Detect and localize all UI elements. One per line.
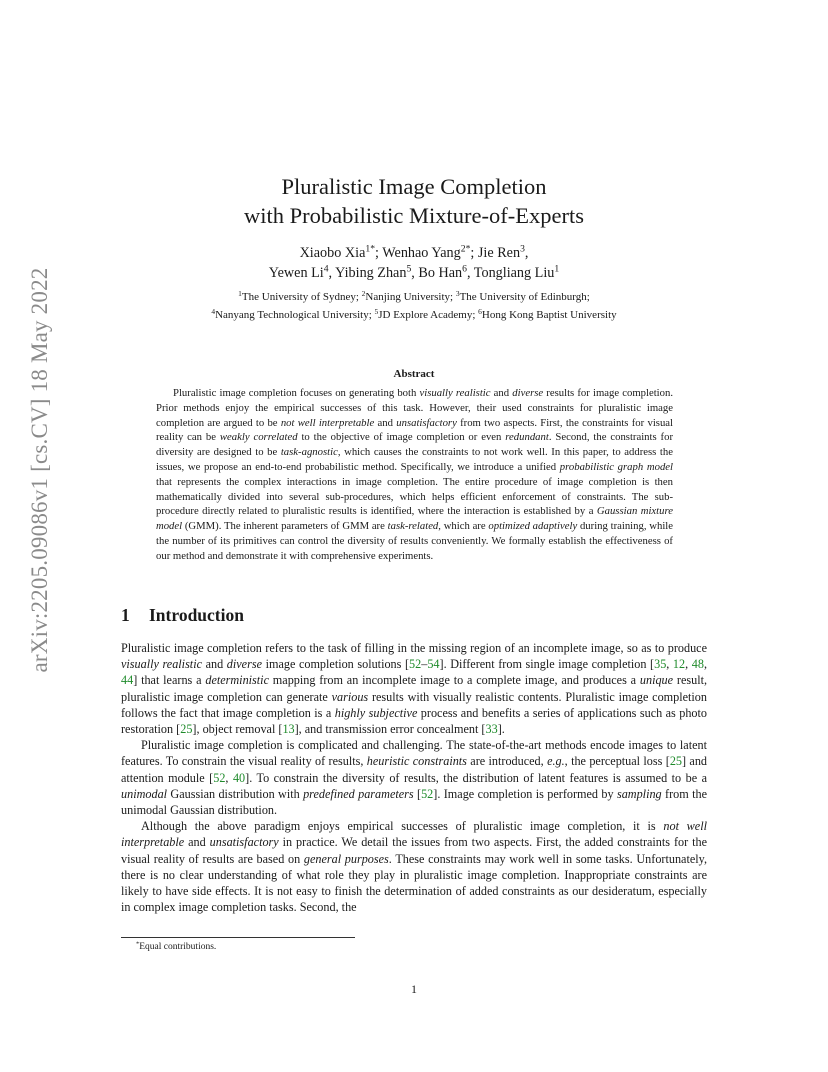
author: Jie Ren$^3$,	[477, 243, 529, 261]
emphasis: diverse	[226, 657, 262, 672]
text-run: results for image completion. Prior methods enjoy the empirical successes of this task. However, their used constraints for pluralistic image completion are argued to be	[156, 387, 673, 429]
emphasis: diverse	[512, 387, 544, 399]
emphasis: probabilistic graph model	[559, 460, 673, 473]
citation-link[interactable]: 52	[213, 770, 226, 785]
body-text	[121, 640, 707, 915]
emphasis: not well interpretable	[280, 416, 375, 429]
text-run: ] that learns a	[133, 673, 206, 688]
author-line-1	[0, 243, 828, 263]
citation-link[interactable]: 35	[654, 657, 667, 672]
citation-link[interactable]: 44	[121, 673, 134, 688]
text-run: ]. To constrain the diversity of results, the distribution of latent features is assumed to be a	[245, 770, 708, 785]
paragraph	[121, 818, 707, 915]
text-run: Pluralistic image completion focuses on generating both	[173, 387, 420, 399]
emphasis: general purposes	[303, 851, 389, 866]
affiliation: $^2$Nanjing University;	[361, 288, 456, 303]
author: Wenhao Yang$^{2*}$;	[382, 243, 478, 261]
citation-link[interactable]: 13	[282, 722, 295, 737]
text-run: Although the above paradigm enjoys empirical successes of pluralistic image completion, it is	[141, 819, 664, 834]
emphasis: weakly correlated	[219, 431, 298, 444]
title-line-1: Pluralistic Image Completion	[281, 174, 547, 199]
citation-link[interactable]: 40	[232, 770, 246, 785]
text-run: ], object removal [	[192, 722, 283, 737]
abstract-heading: Abstract	[393, 368, 435, 380]
emphasis: various	[331, 689, 369, 704]
text-run: [	[413, 786, 422, 801]
emphasis: heuristic constraints	[366, 754, 467, 769]
emphasis: unique	[639, 673, 674, 688]
text-run: ,	[666, 657, 673, 672]
citation-link[interactable]: 52	[421, 786, 434, 801]
abstract-text	[156, 386, 673, 564]
text-run: from the unimodal Gaussian distribution.	[121, 786, 707, 818]
emphasis: highly subjective	[334, 705, 418, 720]
title-line-2: with Probabilistic Mixture-of-Experts	[244, 203, 584, 228]
citation-link[interactable]: 12	[672, 657, 686, 672]
emphasis: visually realistic	[121, 657, 202, 672]
affiliation: $^5$JD Explore Academy;	[374, 306, 479, 321]
text-run: ,	[703, 657, 707, 672]
text-run: , which causes the constraints to not work well. In this paper, to address the issues, we propose an end-to-end probabilistic method. Specifically, we introduce a unified	[156, 446, 673, 473]
footnote: *Equal contributions.	[136, 940, 217, 952]
author-line-2	[0, 263, 828, 283]
text-run: mapping from an incomplete image to a complete image, and produces a	[268, 673, 640, 688]
text-run: (GMM). The inherent parameters of GMM are	[182, 520, 388, 533]
text-run: to the objective of image completion or even	[297, 431, 506, 444]
text-run: and	[490, 387, 513, 399]
citation-link[interactable]: 33	[485, 722, 498, 737]
text-run: results with visually realistic contents. Pluralistic image completion follows the fact that image completion is a	[121, 689, 707, 720]
affiliation-line-1	[0, 288, 828, 306]
text-run: and	[374, 416, 397, 429]
text-run: ,	[225, 770, 233, 785]
emphasis: task-agnostic	[280, 446, 338, 459]
text-run: are introduced,	[466, 754, 548, 769]
author: Yibing Zhan$^5$,	[335, 263, 419, 281]
section-title: Introduction	[149, 605, 244, 625]
affiliation: $^1$The University of Sydney;	[238, 288, 362, 303]
emphasis: redundant	[505, 431, 549, 444]
emphasis: task-related	[387, 520, 439, 533]
text-run: ], and transmission error concealment [	[294, 722, 486, 737]
emphasis: not well interpretable	[121, 819, 707, 850]
arxiv-id: arXiv:2205.09086v1 [cs.CV] 18 May 2022	[27, 267, 52, 673]
affiliations	[0, 288, 828, 324]
paragraph	[121, 737, 707, 818]
citation-link[interactable]: 52	[409, 657, 422, 672]
emphasis: unimodal	[121, 786, 168, 801]
emphasis: sampling	[616, 786, 662, 801]
text-run: ]. Image completion is performed by	[433, 786, 617, 801]
text-run: from two aspects. First, the constraints for visual reality can be	[156, 416, 674, 444]
text-run: –	[421, 657, 428, 672]
author: Bo Han$^6$,	[418, 263, 474, 281]
text-run: process and benefits a series of applications such as photo restoration [	[121, 705, 707, 737]
footnote-rule	[121, 937, 355, 938]
text-run: Gaussian distribution with	[167, 786, 304, 801]
text-run: . These constraints may work well in some tasks. Unfortunately, there is no clear understanding of what role they play in pluralistic image completion. Inappropriate constraints are likely to have side effects. It is not easy to finish the determination of added constraints as our desideratum, especially in complex image completion tasks. Second, the	[121, 851, 707, 915]
citation-link[interactable]: 48	[691, 657, 704, 672]
affiliation: $^3$The University of Edinburgh;	[455, 288, 590, 303]
citation-link[interactable]: 54	[427, 657, 440, 672]
text-run: ] and attention module [	[121, 754, 708, 785]
text-run: and	[184, 835, 210, 850]
text-run: in practice. We detail the issues from two aspects. First, the added constraints for the visual reality of results are based on	[121, 835, 707, 866]
text-run: image completion solutions [	[261, 657, 410, 672]
text-run: that represents the complex interactions in image completion. The entire procedure of image completion is then mathematically divided into several sub-procedures, which helps efficient enforcement of constraints. The sub-procedure directly related to pluralistic results is identified, where the interaction is established by a	[156, 475, 673, 518]
page-number: 1	[411, 982, 417, 996]
affiliation: $^4$Nanyang Technological University;	[211, 306, 375, 321]
paper-title	[0, 172, 828, 230]
emphasis: unsatisfactory	[209, 835, 279, 850]
section-heading	[121, 605, 244, 626]
text-run: ]. Different from single image completion [	[439, 657, 655, 672]
affiliation-line-2	[0, 306, 828, 324]
section-number: 1	[121, 605, 130, 625]
paragraph	[121, 640, 707, 737]
text-run: Pluralistic image completion refers to the task of filling in the missing region of an incomplete image, so as to produce	[121, 641, 707, 655]
text-run: . Second, the constraints for diversity are designed to be	[156, 431, 674, 459]
affiliation: $^6$Hong Kong Baptist University	[478, 306, 617, 321]
author: Tongliang Liu$^1$	[473, 263, 560, 281]
citation-link[interactable]: 25	[180, 722, 193, 737]
text-run: , which are	[438, 520, 489, 533]
author: Xiaobo Xia$^{1*}$;	[299, 243, 383, 261]
text-run: , the perceptual loss [	[564, 754, 670, 769]
emphasis: predefined parameters	[303, 786, 414, 801]
text-run: ,	[685, 657, 692, 672]
text-run: ].	[497, 722, 505, 737]
emphasis: visually realistic	[419, 387, 491, 399]
emphasis: deterministic	[205, 673, 269, 688]
text-run: result, pluralistic image completion can generate	[121, 673, 708, 704]
author: Yewen Li$^4$,	[268, 263, 336, 281]
emphasis: e.g.	[547, 754, 565, 769]
emphasis: optimized adaptively	[488, 520, 578, 533]
emphasis: Gaussian mixture model	[156, 505, 673, 533]
text-run: Pluralistic image completion is complicated and challenging. The state-of-the-art methods encode images to latent features. To constrain the visual reality of results,	[121, 738, 707, 769]
citation-link[interactable]: 25	[669, 754, 682, 769]
author-list	[0, 243, 828, 283]
emphasis: unsatisfactory	[396, 416, 457, 429]
text-run: and	[202, 657, 227, 672]
text-run: during training, while the number of its primitives can control the diversity of results conveniently. We formally establish the effectiveness of our method and demonstrate it with comprehensive experiments.	[156, 520, 674, 562]
